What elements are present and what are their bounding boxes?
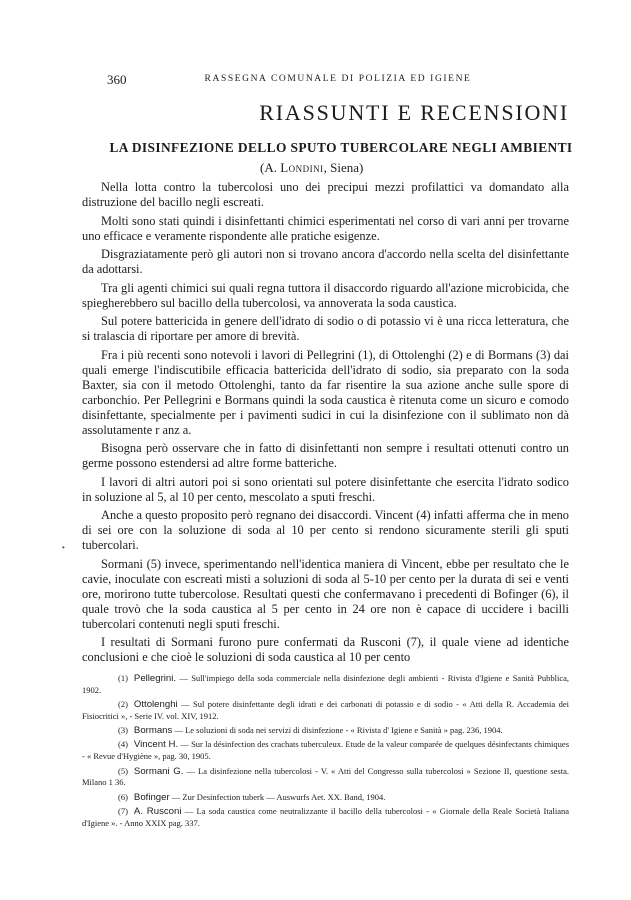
section-title: RIASSUNTI E RECENSIONI <box>259 100 569 125</box>
footnote-number: (3) <box>118 725 128 736</box>
footnote-author: Sormani G. <box>133 765 184 777</box>
footnote-text: — Sul potere disinfettante degli idrati e dei carbonati di potassio e di sodio - « Atti della R. Accademia dei Fisiocritici », - Serie IV. vol. XIV, 1912. <box>82 699 569 721</box>
paragraph: Sul potere battericida in genere dell'idrato di sodio o di potassio vi è una ricca letteratura, che si tralascia di riportare per amore di brevità. <box>82 314 569 343</box>
footnote <box>82 739 569 763</box>
paragraph: Disgraziatamente però gli autori non si trovano ancora d'accordo nella scelta del disinfettante da adottarsi. <box>82 247 569 276</box>
footnote <box>82 792 569 804</box>
footnote-text: — Le soluzioni di soda nei servizi di disinfezione - « Rivista d' Igiene e Sanità » pag. 236, 1904. <box>172 725 503 736</box>
paragraph: Nella lotta contro la tubercolosi uno dei precipui mezzi profilattici va domandato alla distruzione del bacillo negli escreati. <box>82 180 569 209</box>
article-title: LA DISINFEZIONE DELLO SPUTO TUBERCOLARE NEGLI AMBIENTI <box>109 140 573 155</box>
footnote <box>82 673 569 697</box>
margin-mark-icon: • <box>62 543 65 552</box>
paragraph: Fra i più recenti sono notevoli i lavori di Pellegrini (1), di Ottolenghi (2) e di Bormans (3) dai quali emerge l'indiscutibile efficacia battericida dell'idrato di sodio, sia preparato con la soda Baxter, sia con il metodo Ottolenghi, tanto da far risentire la sua azione anche sulle spore di carbonchio. Per Pellegrini e Bormans quindi la soda caustica è ritenuta come un sicuro e comodo disinfettante, specialmente per i pavimenti sudici in cui la disinfezione con il sublimato non dà assolutamente r anz a. <box>82 347 569 437</box>
footnote-author: Bofinger <box>133 791 170 803</box>
article-body <box>82 180 569 665</box>
paragraph: I resultati di Sormani furono pure confermati da Rusconi (7), il quale viene ad identiche conclusioni e che cioè le soluzioni di soda caustica al 10 per cento <box>82 635 569 664</box>
paragraph: Tra gli agenti chimici sui quali regna tuttora il disaccordo riguardo all'azione microbicida, che spiegherebbero sul bacillo della tubercolosi, va annoverata la soda caustica. <box>82 280 569 310</box>
paragraph: I lavori di altri autori poi si sono orientati sul potere disinfettante che esercita l'idrato sodico in soluzione al 5, al 10 per cento, mescolato a sputi freschi. <box>82 474 569 504</box>
paragraph: Bisogna però osservare che in fatto di disinfettanti non sempre i resultati ottenuti contro un germe possono estendersi ad altre forme batteriche. <box>82 441 569 470</box>
footnote <box>82 699 569 723</box>
paragraph: Molti sono stati quindi i disinfettanti chimici esperimentati nel corso di vari anni per trovarne uno efficace e veramente rispondente alle pratiche esigenze. <box>82 213 569 243</box>
footnote-text: — La disinfezione nella tubercolosi - V. « Atti del Congresso sulla tubercolosi » Sezione II, questione sesta. Milano 1 36. <box>82 765 569 788</box>
running-title: RASSEGNA COMUNALE DI POLIZIA ED IGIENE <box>204 74 472 84</box>
footnote-text: — Sull'impiego della soda commerciale nella disinfezione degli ambienti - Rivista d'Igiene e Sanità Pubblica, 1902. <box>82 673 569 695</box>
author-name: Londini <box>280 160 324 175</box>
footnotes <box>82 673 569 832</box>
footnote-author: Vincent H. <box>133 739 179 751</box>
page-number: 360 <box>107 72 127 87</box>
footnote-text: — Zur Desinfection tuberk — Auswurfs Aet. XX. Band, 1904. <box>169 791 386 802</box>
footnote-author: Ottolenghi <box>133 699 178 711</box>
author-open: (A. <box>260 160 277 175</box>
article-author <box>260 160 363 176</box>
footnote-number: (2) <box>118 699 128 710</box>
author-place: , Siena) <box>323 160 364 175</box>
footnote-text: — Sur la désinfection des crachats tuberculeux. Etude de la valeur comparée de quelques désinfectants chimiques - « Revue d'Hygiène », pag. 30, 1905. <box>82 739 570 762</box>
footnote-number: (7) <box>118 805 128 816</box>
footnote <box>82 806 569 830</box>
footnote-number: (6) <box>118 791 128 802</box>
footnote-text: — La soda caustica come neutralizzante il bacillo della tubercolosi - « Giornale della Reale Società Italiana d'Igiene ». - Anno XXIX pag. 337. <box>82 805 569 828</box>
footnote-author: Bormans <box>133 725 173 737</box>
footnote <box>82 766 569 790</box>
footnote <box>82 725 569 737</box>
paragraph: Sormani (5) invece, sperimentando nell'identica maniera di Vincent, ebbe per resultato che le cavie, inoculate con escreati misti a soluzioni di soda al 5-10 per cento per la durata di sei e venti ore, morirono tutte tubercolose. Resultati questi che confermavano i precedenti di Bofinger (6), il quale trovò che la soda caustica al 5 per cento in 24 ore non è capace di uccidere i bacilli tubercolari contenuti negli sputi freschi. <box>82 556 569 631</box>
footnote-number: (5) <box>118 765 128 776</box>
paragraph: Anche a questo proposito però regnano dei disaccordi. Vincent (4) infatti afferma che in meno di sei ore con la soluzione di soda al 10 per cento si rendono sicuramente sterili gli sputi tubercolari. <box>82 508 569 552</box>
footnote-author: A. Rusconi <box>133 805 182 817</box>
footnote-author: Pellegrini. <box>133 673 177 684</box>
footnote-number: (4) <box>118 739 128 750</box>
running-header <box>107 72 569 88</box>
footnote-number: (1) <box>118 673 128 683</box>
